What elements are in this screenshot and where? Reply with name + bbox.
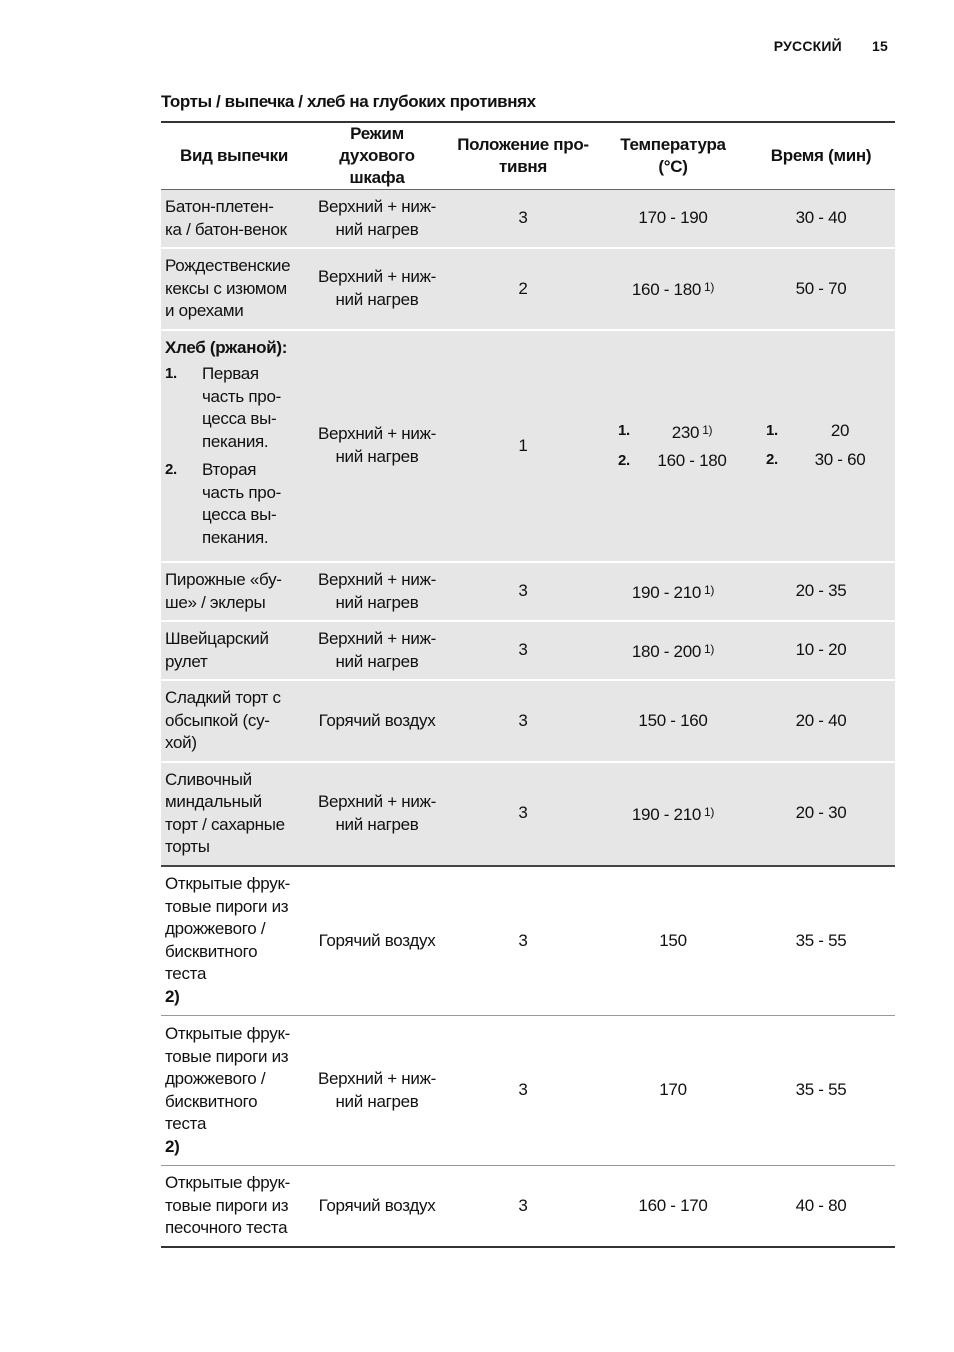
footnote-1-marker: 1)	[704, 582, 715, 597]
footnote-1-marker: 1)	[704, 280, 715, 294]
row-subtitle: Хлеб (ржаной):	[165, 337, 288, 357]
page-header	[774, 38, 888, 54]
cell-temperature: 180 - 200 $^{1)}$	[599, 621, 747, 680]
col-header-temperature: Температура (°C)	[599, 122, 747, 190]
cell-time: 20 - 40	[747, 680, 895, 762]
cell-type: Сливочный миндальный торт / сахарные торты	[161, 762, 307, 866]
section-title: Торты / выпечка / хлеб на глубоких противнях	[161, 92, 536, 111]
cell-mode: Верхний + ниж- ний нагрев	[307, 762, 447, 866]
cell-temperature: 190 - 210 $^{1)}$	[599, 562, 747, 621]
cell-mode: Верхний + ниж- ний нагрев	[307, 248, 447, 330]
cell-type: Пирожные «бу- ше» / эклеры	[161, 562, 307, 621]
footnote-1-marker: 1)	[702, 422, 713, 437]
cell-time: 35 - 55	[747, 1016, 895, 1166]
table-row	[161, 762, 895, 866]
footnote-2-marker: 2)	[165, 1136, 180, 1156]
cell-time: 20 - 30	[747, 762, 895, 866]
col-header-type: Вид выпечки	[161, 122, 307, 190]
cell-mode: Верхний + ниж- ний нагрев	[307, 562, 447, 621]
list-item: 1. Первая часть про- цесса вы- пекания.	[165, 364, 281, 451]
cell-time: 40 - 80	[747, 1166, 895, 1247]
cell-position: 3	[447, 762, 599, 866]
col-header-position: Положение про- тивня	[447, 122, 599, 190]
language-label: РУССКИЙ	[773, 38, 842, 54]
cell-mode: Верхний + ниж- ний нагрев	[307, 1016, 447, 1166]
footnote-1-marker: 1)	[704, 641, 715, 656]
cell-time: 10 - 20	[747, 621, 895, 680]
footnote-1-marker: 1)	[704, 804, 715, 819]
cell-time: 1. 20 2. 30 - 60	[747, 330, 895, 563]
cell-mode: Горячий воздух	[307, 866, 447, 1016]
cell-time: 35 - 55	[747, 866, 895, 1016]
cell-temperature: 150	[599, 866, 747, 1016]
table-header-row	[161, 122, 895, 190]
footnote-2-marker: 2)	[165, 986, 180, 1006]
cell-temperature: 160 - 170	[599, 1166, 747, 1247]
cell-mode: Верхний + ниж- ний нагрев	[307, 330, 447, 563]
cell-type: Открытые фрук- товые пироги из дрожжевого / бисквитного теста 2)	[161, 1016, 307, 1166]
cell-type: Рождественские кексы с изюмом и орехами	[161, 248, 307, 330]
col-header-mode: Режим духового шкафа	[307, 122, 447, 190]
cell-temperature: 170 - 190	[599, 190, 747, 249]
table-row	[161, 680, 895, 762]
cell-position: 2	[447, 248, 599, 330]
list-item: 2. Вторая часть про- цесса вы- пекания.	[165, 460, 281, 547]
cell-time: 30 - 40	[747, 190, 895, 249]
cell-temperature: 170	[599, 1016, 747, 1166]
page-number: 15	[872, 38, 888, 54]
table-row	[161, 248, 895, 330]
cell-temperature: 160 - 180 $^{1)}$	[599, 248, 747, 330]
cell-position: 1	[447, 330, 599, 563]
baking-table	[161, 121, 895, 1248]
cell-temperature: 1. 230 $^{1)}$ 2. 160 - 180	[599, 330, 747, 563]
cell-type	[161, 330, 307, 563]
cell-mode: Горячий воздух	[307, 680, 447, 762]
cell-temperature: 150 - 160	[599, 680, 747, 762]
cell-mode: Верхний + ниж- ний нагрев	[307, 190, 447, 249]
cell-mode: Верхний + ниж- ний нагрев	[307, 621, 447, 680]
table-row	[161, 621, 895, 680]
cell-time: 20 - 35	[747, 562, 895, 621]
step-list	[165, 363, 303, 549]
table-row	[161, 1016, 895, 1166]
cell-type: Открытые фрук- товые пироги из дрожжевого / бисквитного теста 2)	[161, 866, 307, 1016]
table-row	[161, 330, 895, 563]
cell-position: 3	[447, 1166, 599, 1247]
cell-position: 3	[447, 1016, 599, 1166]
cell-type: Сладкий торт с обсыпкой (су- хой)	[161, 680, 307, 762]
cell-mode: Горячий воздух	[307, 1166, 447, 1247]
cell-type: Швейцарский рулет	[161, 621, 307, 680]
cell-temperature: 190 - 210 $^{1)}$	[599, 762, 747, 866]
cell-position: 3	[447, 680, 599, 762]
cell-position: 3	[447, 190, 599, 249]
table-row	[161, 190, 895, 249]
cell-type: Открытые фрук- товые пироги из песочного теста	[161, 1166, 307, 1247]
cell-type: Батон-плетен- ка / батон-венок	[161, 190, 307, 249]
cell-position: 3	[447, 562, 599, 621]
table-row	[161, 1166, 895, 1247]
cell-position: 3	[447, 866, 599, 1016]
table-row	[161, 562, 895, 621]
cell-time: 50 - 70	[747, 248, 895, 330]
col-header-time: Время (мин)	[747, 122, 895, 190]
cell-position: 3	[447, 621, 599, 680]
table-row	[161, 866, 895, 1016]
